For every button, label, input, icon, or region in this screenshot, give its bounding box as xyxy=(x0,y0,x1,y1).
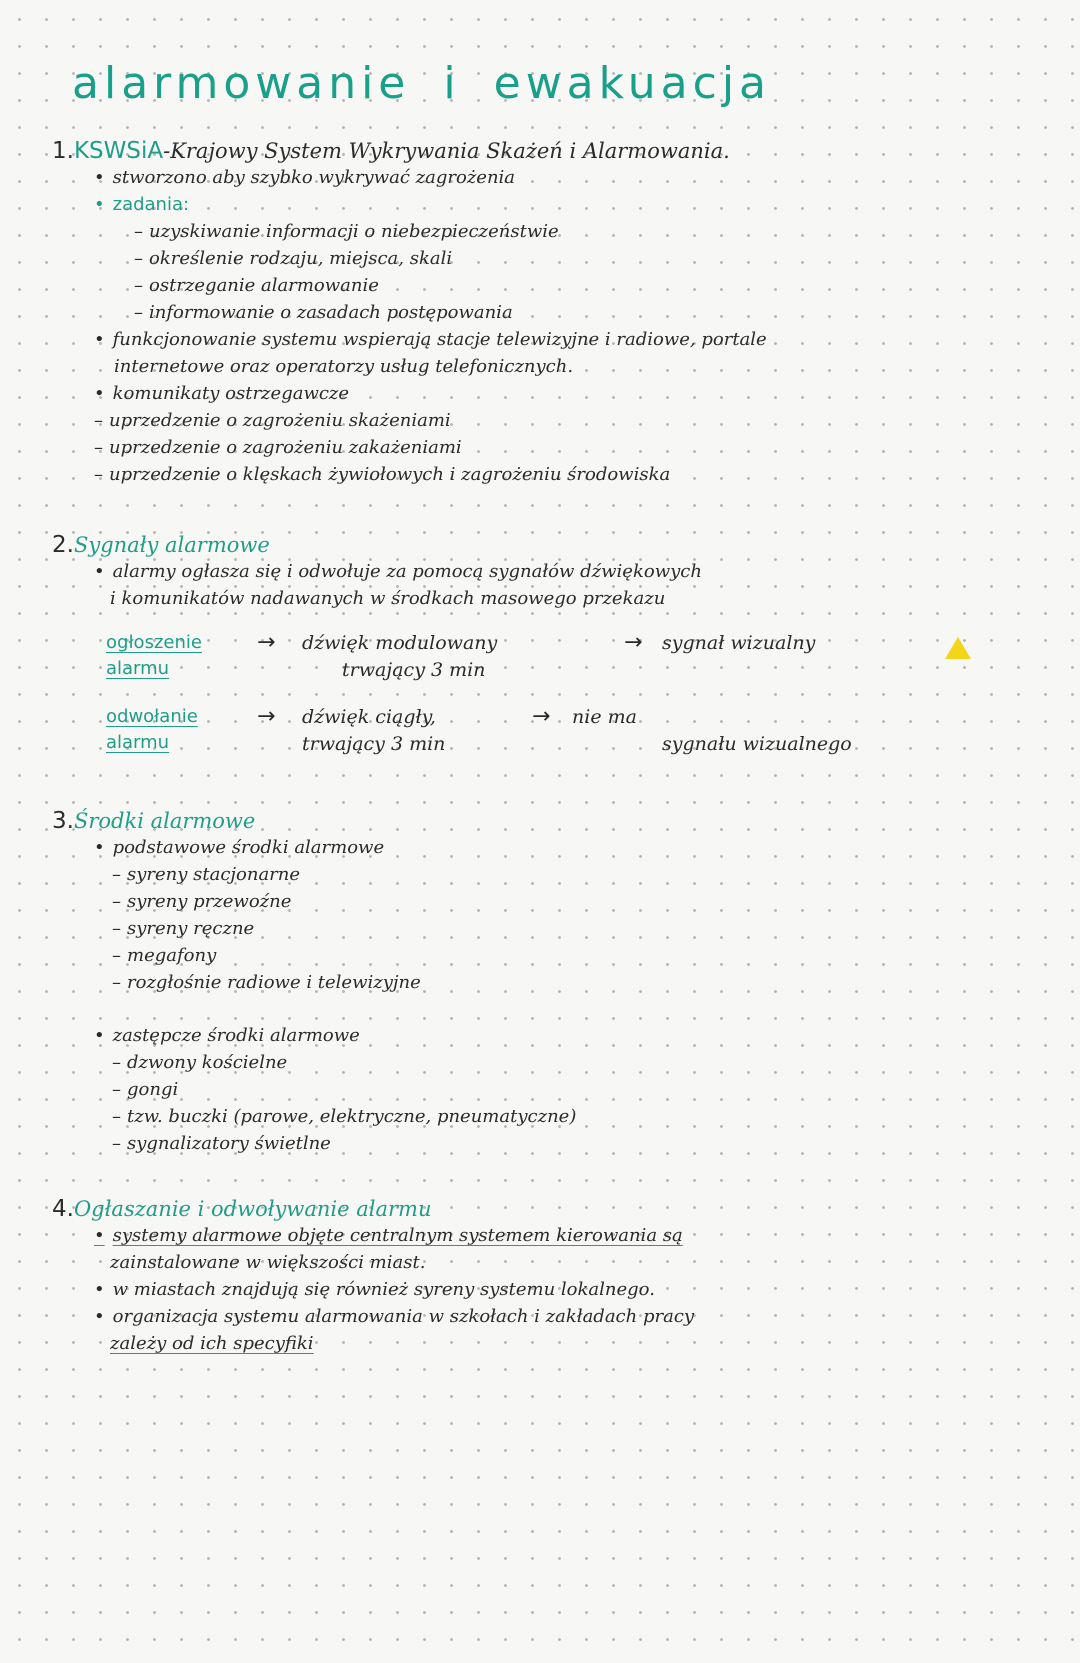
signal-row-cancel xyxy=(52,706,1042,762)
signal-label: alarmu xyxy=(106,732,170,753)
note-line: • podstawowe środki alarmowe xyxy=(52,834,1042,861)
title-part-3: ewakuacja xyxy=(493,58,771,109)
page-title xyxy=(72,58,771,109)
section-4-title: Ogłaszanie i odwoływanie alarmu xyxy=(73,1197,432,1221)
note-line: • alarmy ogłasza się i odwołuje za pomocą sygnałów dźwiękowych xyxy=(52,558,1042,585)
note-line: • stworzono aby szybko wykrywać zagrożenia xyxy=(52,164,1042,191)
note-line: – ostrzeganie alarmowanie xyxy=(52,272,1042,299)
signal-sound: dźwięk modulowany xyxy=(302,632,498,654)
note-line: • organizacja systemu alarmowania w szkołach i zakładach pracy xyxy=(52,1303,1042,1330)
section-2-heading xyxy=(52,532,1042,558)
section-2-number: 2. xyxy=(52,532,74,558)
note-line: • zadania: xyxy=(52,191,1042,218)
note-line: • funkcjonowanie systemu wspierają stacje telewizyjne i radiowe, portale xyxy=(52,326,1042,353)
note-line: – dzwony kościelne xyxy=(52,1049,1042,1076)
signal-visual: nie ma xyxy=(572,706,637,728)
signal-label: ogłoszenie xyxy=(106,632,202,653)
note-line: • systemy alarmowe objęte centralnym systemem kierowania są xyxy=(52,1222,1042,1249)
note-line: – określenie rodzaju, miejsca, skali xyxy=(52,245,1042,272)
section-1-title: -Krajowy System Wykrywania Skażeń i Alarmowania. xyxy=(163,139,730,163)
section-3 xyxy=(52,808,1042,1157)
note-line: i komunikatów nadawanych w środkach masowego przekazu xyxy=(110,588,666,609)
note-line: zainstalowane w większości miast. xyxy=(110,1252,426,1273)
title-part-1: alarmowanie xyxy=(72,58,411,109)
arrow-icon: → xyxy=(257,630,276,655)
signal-duration: trwający 3 min xyxy=(342,659,486,681)
section-3-number: 3. xyxy=(52,808,74,834)
note-line: • w miastach znajdują się również syreny systemu lokalnego. xyxy=(52,1276,1042,1303)
signal-duration: trwający 3 min xyxy=(302,733,446,755)
warning-triangle-icon xyxy=(945,637,971,659)
note-line: • zastępcze środki alarmowe xyxy=(52,1022,1042,1049)
signal-row-announce xyxy=(52,632,1042,688)
note-line: – syreny ręczne xyxy=(52,915,1042,942)
note-line: – informowanie o zasadach postępowania xyxy=(52,299,1042,326)
note-line: zależy od ich specyfiki xyxy=(110,1333,314,1354)
section-3-heading xyxy=(52,808,1042,834)
section-3-title: Środki alarmowe xyxy=(73,809,256,833)
section-1-number: 1. xyxy=(52,138,74,164)
signal-visual: sygnału wizualnego xyxy=(662,733,852,755)
note-line: – syreny stacjonarne xyxy=(52,861,1042,888)
section-1-heading xyxy=(52,138,1042,164)
section-1-abbr: KSWSiA xyxy=(73,138,164,164)
note-line: – syreny przewoźne xyxy=(52,888,1042,915)
section-2 xyxy=(52,532,1042,762)
section-4-number: 4. xyxy=(52,1196,74,1222)
note-line: • komunikaty ostrzegawcze xyxy=(52,380,1042,407)
arrow-icon: → xyxy=(532,704,551,729)
note-line: – uzyskiwanie informacji o niebezpieczeństwie xyxy=(52,218,1042,245)
arrow-icon: → xyxy=(624,630,643,655)
arrow-icon: → xyxy=(257,704,276,729)
note-line: – uprzedzenie o klęskach żywiołowych i zagrożeniu środowiska xyxy=(52,461,1042,488)
note-line: – uprzedzenie o zagrożeniu skażeniami xyxy=(52,407,1042,434)
note-line: – sygnalizatory świetlne xyxy=(52,1130,1042,1157)
section-4-heading xyxy=(52,1196,1042,1222)
note-line: – rozgłośnie radiowe i telewizyjne xyxy=(52,969,1042,996)
signal-sound: dźwięk ciągły, xyxy=(302,706,436,728)
title-part-2: i xyxy=(443,58,461,109)
signal-label: alarmu xyxy=(106,658,170,679)
signal-visual: sygnał wizualny xyxy=(662,632,816,654)
section-4 xyxy=(52,1196,1042,1357)
note-line: – gongi xyxy=(52,1076,1042,1103)
signal-label: odwołanie xyxy=(106,706,198,727)
note-line: – uprzedzenie o zagrożeniu zakażeniami xyxy=(52,434,1042,461)
section-2-title: Sygnały alarmowe xyxy=(73,533,270,557)
section-1 xyxy=(52,138,1042,488)
note-line: – megafony xyxy=(52,942,1042,969)
note-line: internetowe oraz operatorzy usług telefonicznych. xyxy=(114,356,574,377)
note-line: – tzw. buczki (parowe, elektryczne, pneumatyczne) xyxy=(52,1103,1042,1130)
